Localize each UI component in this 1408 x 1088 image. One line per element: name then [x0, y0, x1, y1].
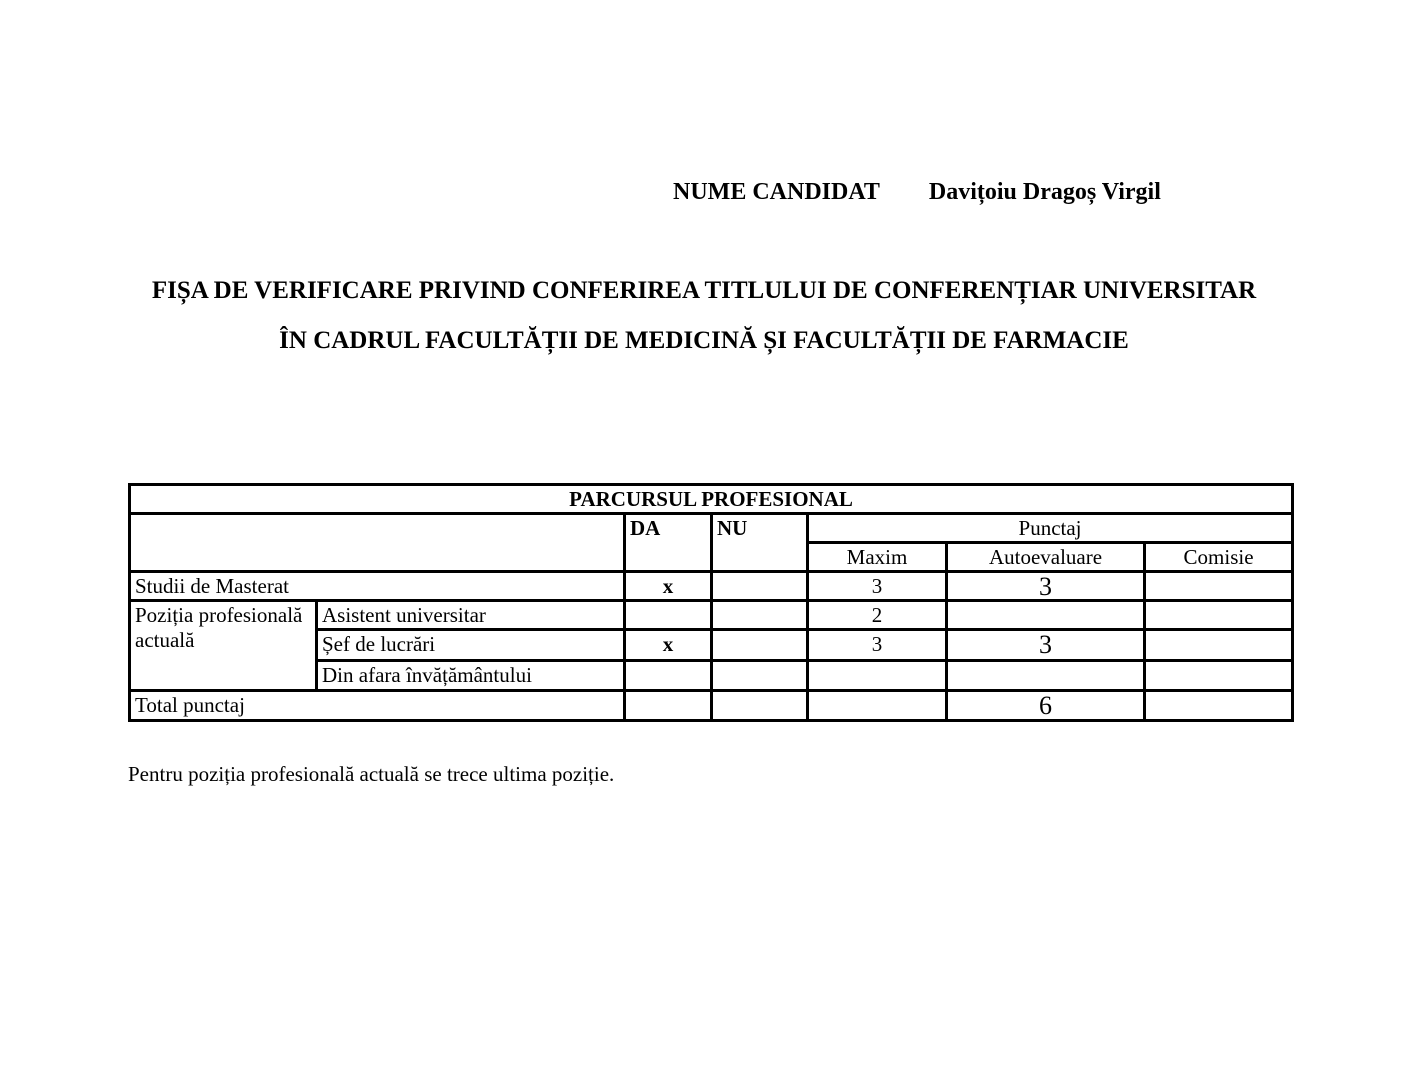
total-comisie: [1145, 691, 1293, 721]
table-row-title: [130, 485, 1293, 514]
sef-nu: [712, 630, 808, 661]
asistent-autoevaluare: [947, 601, 1145, 630]
row-group-label-pozitie: Poziția profesională actuală: [130, 601, 317, 691]
column-header-punctaj: Punctaj: [808, 514, 1293, 543]
column-header-autoevaluare: Autoevaluare: [947, 543, 1145, 572]
masterat-nu: [712, 572, 808, 601]
column-header-maxim: Maxim: [808, 543, 947, 572]
din-afara-comisie: [1145, 661, 1293, 691]
column-header-da: DA: [625, 514, 712, 572]
asistent-maxim: 2: [808, 601, 947, 630]
masterat-maxim: 3: [808, 572, 947, 601]
total-da: [625, 691, 712, 721]
table-row-masterat: [130, 572, 1293, 601]
table-row-header1: [130, 514, 1293, 543]
sef-da-mark: x: [625, 630, 712, 661]
table-row-asistent: [130, 601, 1293, 630]
column-header-nu: NU: [712, 514, 808, 572]
din-afara-da: [625, 661, 712, 691]
total-maxim: [808, 691, 947, 721]
table-row-total: [130, 691, 1293, 721]
header-empty-cell: [130, 514, 625, 572]
column-header-comisie: Comisie: [1145, 543, 1293, 572]
sef-comisie: [1145, 630, 1293, 661]
total-autoevaluare: 6: [947, 691, 1145, 721]
din-afara-maxim: [808, 661, 947, 691]
sef-autoevaluare: 3: [947, 630, 1145, 661]
document-title-line2: ÎN CADRUL FACULTĂȚII DE MEDICINĂ ȘI FACULTĂȚII DE FARMACIE: [279, 327, 1129, 354]
candidate-name: Davițoiu Dragoș Virgil: [928, 179, 1161, 205]
row-label-asistent: Asistent universitar: [317, 601, 625, 630]
footnote: Pentru poziția profesională actuală se trece ultima poziție.: [128, 762, 615, 786]
row-label-din-afara: Din afara învățământului: [317, 661, 625, 691]
table-title: PARCURSUL PROFESIONAL: [130, 485, 1293, 514]
masterat-da-mark: x: [625, 572, 712, 601]
asistent-nu: [712, 601, 808, 630]
row-label-masterat: Studii de Masterat: [130, 572, 625, 601]
candidate-label: NUME CANDIDAT: [673, 179, 880, 205]
asistent-comisie: [1145, 601, 1293, 630]
row-label-sef: Șef de lucrări: [317, 630, 625, 661]
asistent-da: [625, 601, 712, 630]
total-nu: [712, 691, 808, 721]
professional-path-table: [128, 483, 1294, 722]
masterat-comisie: [1145, 572, 1293, 601]
din-afara-nu: [712, 661, 808, 691]
row-label-total: Total punctaj: [130, 691, 625, 721]
sef-maxim: 3: [808, 630, 947, 661]
candidate-header: [673, 178, 1161, 206]
document-title-line1: FIȘA DE VERIFICARE PRIVIND CONFERIREA TITLULUI DE CONFERENȚIAR UNIVERSITAR: [151, 277, 1257, 304]
din-afara-autoevaluare: [947, 661, 1145, 691]
masterat-autoevaluare: 3: [947, 572, 1145, 601]
